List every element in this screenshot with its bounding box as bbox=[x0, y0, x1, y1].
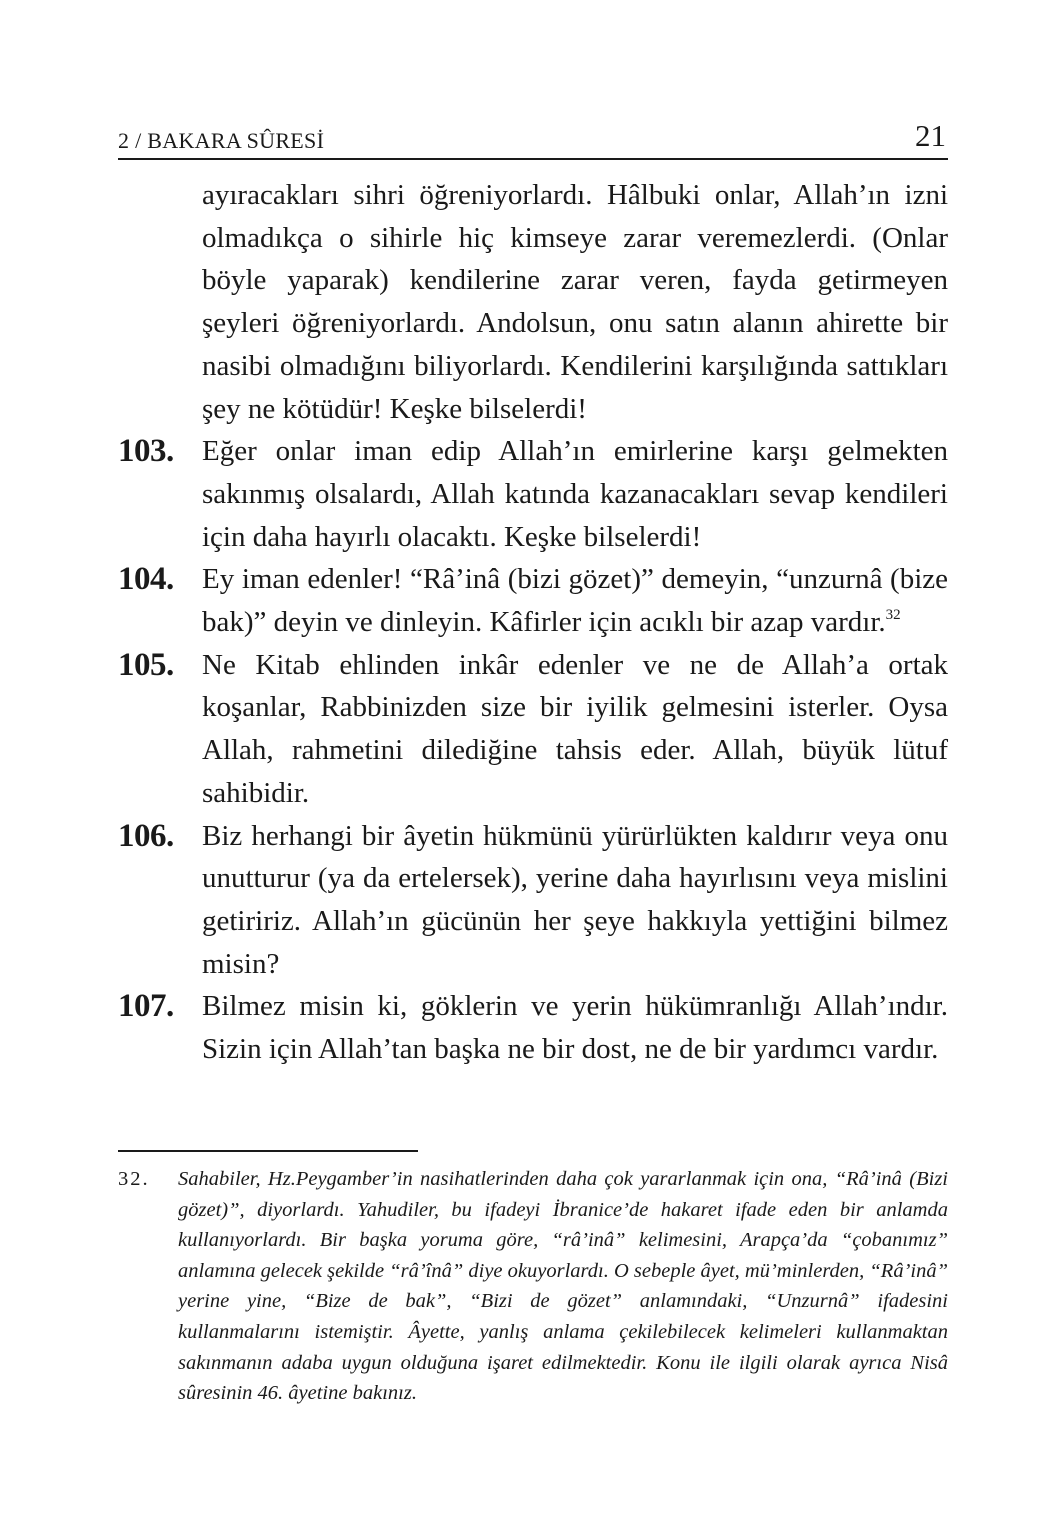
verse-105 bbox=[118, 644, 948, 815]
footnote bbox=[118, 1164, 948, 1409]
verse-number: 104. bbox=[118, 561, 174, 598]
verse-number: 103. bbox=[118, 433, 174, 470]
verse-number: 106. bbox=[118, 817, 174, 854]
verse-text: Eğer onlar iman edip Allah’ın emirlerine karşı gelmekten sakınmış olsalardı, Allah katında kazanacakları sevap kendileri için daha hayırlı olacaktı. Keşke bilselerdi! bbox=[202, 435, 948, 553]
verse-continuation: ayıracakları sihri öğreniyorlardı. Hâlbuki onlar, Allah’ın izni olmadıkça o sihirle hiç kimseye zarar veremezlerdi. (Onlar böyle yaparak) kendilerine zarar veren, fayda getirmeyen şeyleri öğreniyorlardı. Andolsun, onu satın alanın ahirette bir nasibi olmadığını biliyorlardı. Kendilerini karşılığında sattıkları şey ne kötüdür! Keşke bilselerdi! bbox=[202, 179, 948, 425]
verse-103 bbox=[118, 430, 948, 558]
verse-text: Bilmez misin ki, göklerin ve yerin hükümranlığı Allah’ındır. Sizin için Allah’tan başka ne bir dost, ne de bir yardımcı vardır. bbox=[202, 990, 948, 1066]
footnote-text: Sahabiler, Hz.Peygamber’in nasihatlerinden daha çok yararlanmak için ona, “Râ’inâ (Bizi gözet)”, diyorlardı. Yahudiler, bu ifadeyi İbranice’de hakaret ifade eden bir anlamda kullanıyorlardı. Bir başka yoruma göre, “râ’inâ” kelimesini, Arapça’da “çobanımız” anlamına gelecek şekilde “râ’înâ” diye okuyorlardı. O sebeple âyet, mü’minlerden, “Râ’inâ” yerine yine, “Bize de bak”, “Bizi de gözet” anlamındaki, “Unzurnâ” ifadesini kullanmalarını istemiştir. Âyette, yanlış anlama çekilebilecek kelimeleri kullanmaktan sakınmanın adaba uygun olduğuna işaret edilmektedir. Konu ile ilgili olarak ayrıca Nisâ sûresinin 46. âyetine bakınız. bbox=[178, 1168, 948, 1405]
running-title: 2 / BAKARA SÛRESİ bbox=[118, 128, 325, 153]
verse-107 bbox=[118, 985, 948, 1070]
verse-text: Biz herhangi bir âyetin hükmünü yürürlükten kaldırır veya onu unutturur (ya da ertelersek), yerine daha hayırlısını veya mislini getiririz. Allah’ın gücünün her şeye hakkıyla yettiğini bilmez misin? bbox=[202, 819, 948, 980]
page-header bbox=[118, 112, 948, 160]
verse-list bbox=[118, 174, 948, 1071]
verse-104 bbox=[118, 558, 948, 643]
footnote-number: 32. bbox=[118, 1168, 150, 1190]
verse-106 bbox=[118, 815, 948, 986]
verse-text: Ne Kitab ehlinden inkâr edenler ve ne de Allah’a ortak koşanlar, Rabbinizden size bir iyilik gelmesini isterler. Oysa Allah, rahmetini dilediğine tahsis eder. Allah, büyük lütuf sahibidir. bbox=[202, 648, 948, 809]
verse-number: 105. bbox=[118, 646, 174, 683]
verse-text: Ey iman edenler! “Râ’inâ (bizi gözet)” demeyin, “unzurnâ (bize bak)” deyin ve dinleyin. Kâfirler için acıklı bir azap vardır. bbox=[202, 563, 948, 639]
footnote-ref[interactable]: 32 bbox=[885, 607, 901, 624]
verse-number: 107. bbox=[118, 988, 174, 1025]
footnote-divider bbox=[118, 1150, 418, 1152]
page-number: 21 bbox=[915, 118, 946, 153]
